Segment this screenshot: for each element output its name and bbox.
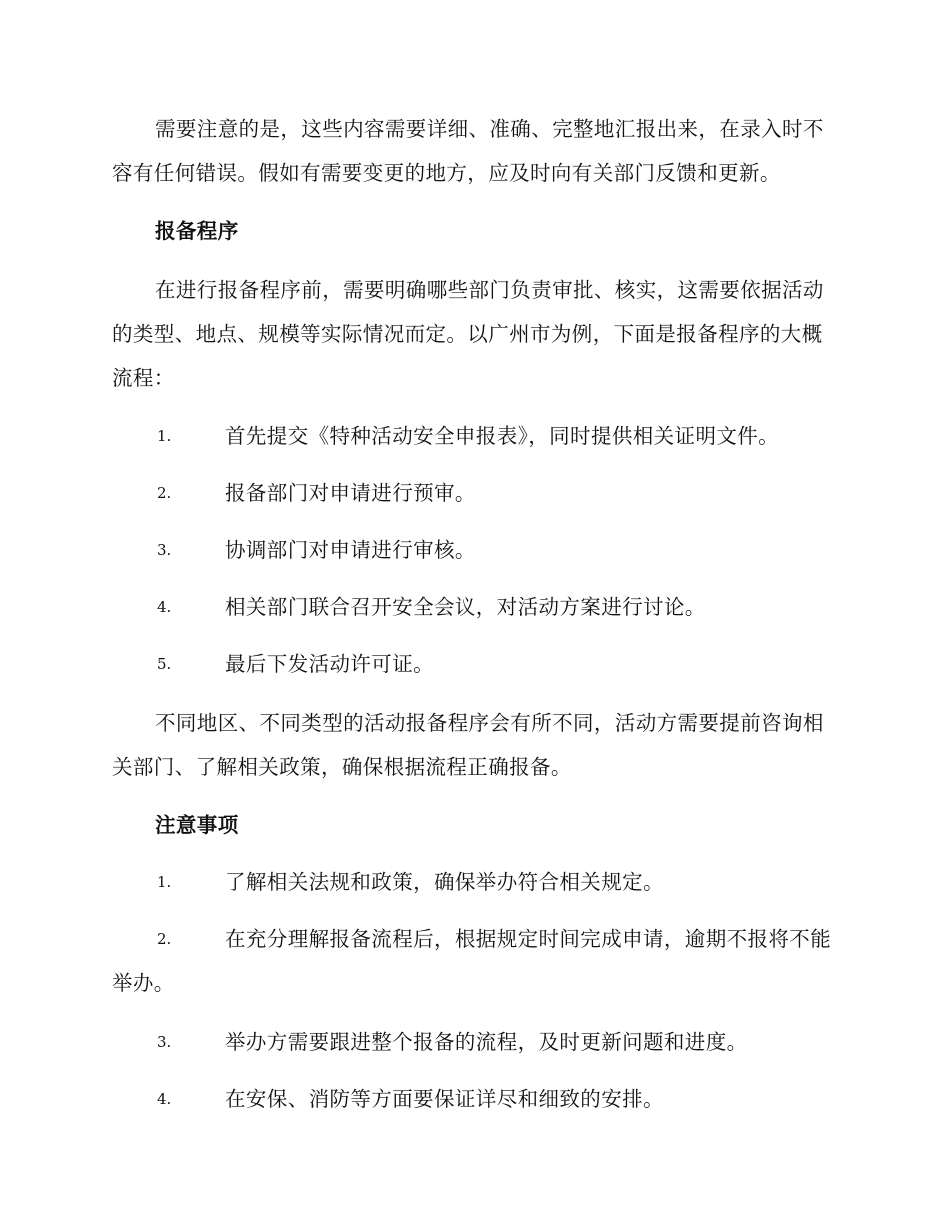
list-text: 协调部门对申请进行审核。: [225, 538, 476, 562]
list-number: 3.: [157, 1033, 172, 1051]
procedure-outro-paragraph: 不同地区、不同类型的活动报备程序会有所不同，活动方需要提前咨询相关部门、了解相关政策，确保根据流程正确报备。: [112, 711, 824, 779]
procedure-intro-paragraph: 在进行报备程序前，需要明确哪些部门负责审批、核实，这需要依据活动的类型、地点、规模等实际情况而定。以广州市为例，下面是报备程序的大概流程：: [112, 278, 824, 390]
list-number: 1.: [157, 427, 172, 445]
list-number: 4.: [157, 598, 172, 616]
notes-item-1: [112, 860, 832, 904]
list-number: 3.: [157, 541, 172, 559]
notes-item-4: [112, 1077, 832, 1121]
procedure-heading: 报备程序: [155, 219, 239, 243]
list-text: 在充分理解报备流程后，根据规定时间完成申请，逾期不报将不能举办。: [112, 927, 832, 995]
list-number: 1.: [157, 873, 172, 891]
notes-item-2: [112, 917, 832, 1005]
list-text: 首先提交《特种活动安全申报表》，同时提供相关证明文件。: [225, 424, 780, 448]
list-number: 2.: [157, 484, 172, 502]
notes-item-3: [112, 1020, 832, 1064]
list-number: 5.: [157, 655, 172, 673]
list-text: 报备部门对申请进行预审。: [225, 481, 476, 505]
intro-paragraph: 需要注意的是，这些内容需要详细、准确、完整地汇报出来，在录入时不容有任何错误。假如有需要变更的地方，应及时向有关部门反馈和更新。: [112, 117, 824, 185]
procedure-step-1: [112, 414, 832, 458]
list-number: 2.: [157, 930, 172, 948]
procedure-step-5: [112, 642, 832, 686]
list-text: 相关部门联合召开安全会议，对活动方案进行讨论。: [225, 595, 706, 619]
list-text: 了解相关法规和政策，确保举办符合相关规定。: [225, 870, 664, 894]
procedure-step-3: [112, 528, 832, 572]
procedure-step-4: [112, 585, 832, 629]
list-text: 举办方需要跟进整个报备的流程，及时更新问题和进度。: [225, 1030, 748, 1054]
procedure-step-2: [112, 471, 832, 515]
list-number: 4.: [157, 1090, 172, 1108]
list-text: 在安保、消防等方面要保证详尽和细致的安排。: [225, 1087, 664, 1111]
list-text: 最后下发活动许可证。: [225, 652, 434, 676]
notes-heading: 注意事项: [155, 813, 239, 837]
